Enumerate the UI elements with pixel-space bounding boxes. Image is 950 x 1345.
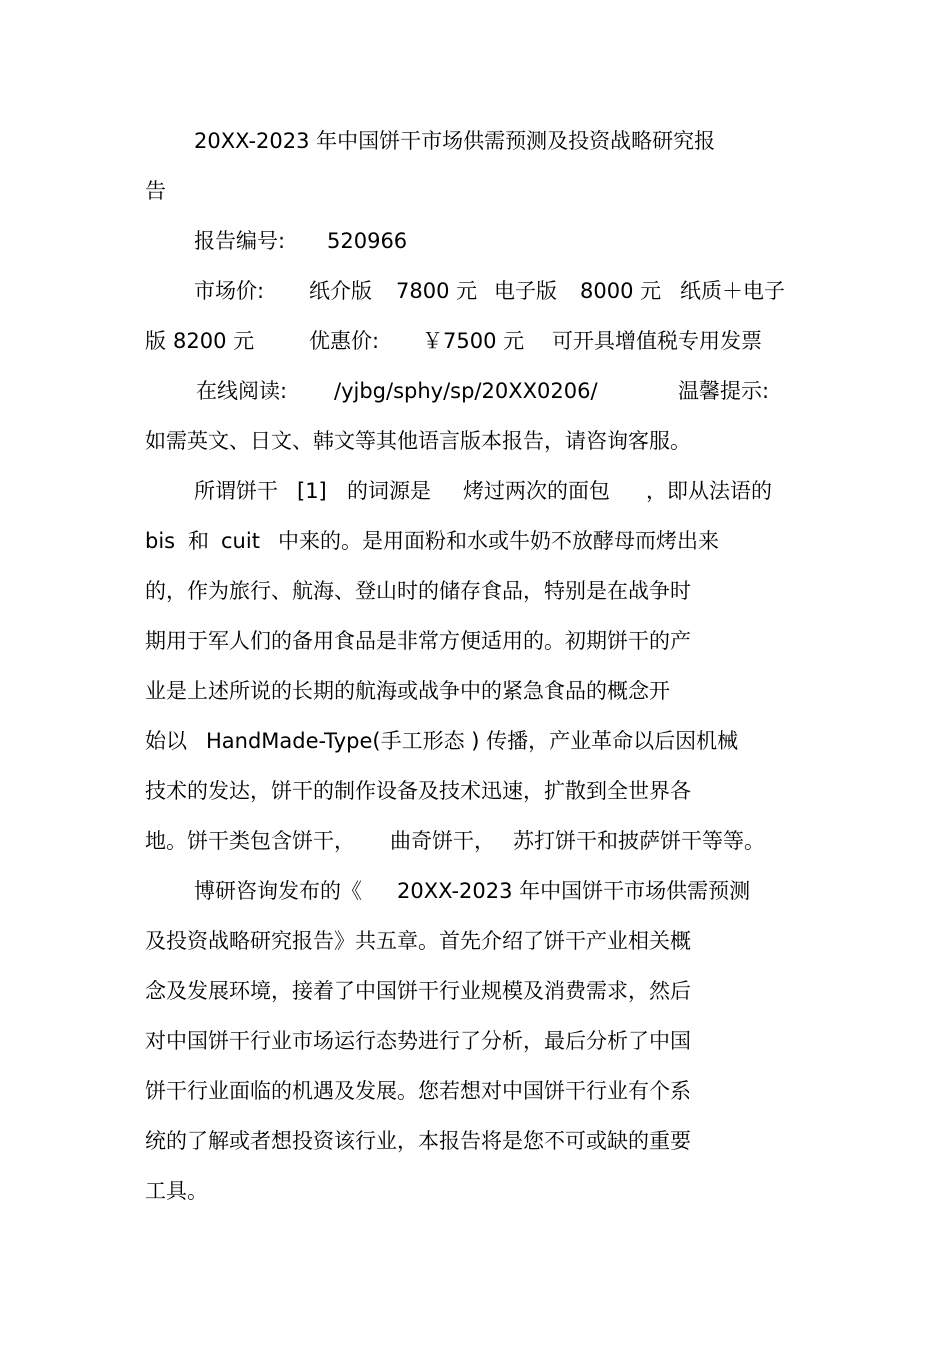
- digital-edition-price: 8000 元: [580, 279, 662, 303]
- text-segment: 的词源是: [347, 479, 431, 503]
- text-segment: 所谓饼干: [194, 479, 278, 503]
- tip-label: 温馨提示:: [678, 379, 770, 403]
- combo-edition-label: 纸质＋电子: [680, 279, 785, 303]
- text-segment: 对中国饼干行业市场运行态势进行了分析，最后分析了中国: [145, 1029, 691, 1053]
- paper-edition-label: 纸介版: [309, 279, 372, 303]
- text-segment: 和: [188, 529, 209, 553]
- digital-edition-label: 电子版: [494, 279, 557, 303]
- text-segment: 博研咨询发布的《: [194, 879, 362, 903]
- text-segment: HandMade-Type(手工形态 ) 传播，产业革命以后因机械: [206, 729, 739, 753]
- report-title-continued: 告: [145, 179, 166, 203]
- invoice-note: 可开具增值税专用发票: [552, 329, 762, 353]
- text-segment: 烤过两次的面包: [463, 479, 610, 503]
- text-segment: 饼干行业面临的机遇及发展。您若想对中国饼干行业有个系: [145, 1079, 691, 1103]
- text-segment: 念及发展环境，接着了中国饼干行业规模及消费需求，然后: [145, 979, 691, 1003]
- text-segment: 20XX-2023 年中国饼干市场供需预测: [397, 879, 751, 903]
- combo-edition-label-end: 版: [145, 329, 166, 353]
- text-segment: 期用于军人们的备用食品是非常方便适用的。初期饼干的产: [145, 629, 691, 653]
- text-segment: 苏打饼干和披萨饼干等等。: [513, 829, 765, 853]
- text-segment: 业是上述所说的长期的航海或战争中的紧急食品的概念开: [145, 679, 670, 703]
- text-segment: bis: [145, 529, 176, 553]
- text-segment: 中来的。是用面粉和水或牛奶不放酵母而烤出来: [278, 529, 719, 553]
- combo-edition-price: 8200 元: [173, 329, 255, 353]
- price-label: 市场价:: [194, 279, 265, 303]
- online-reading-path: /yjbg/sphy/sp/20XX0206/: [334, 379, 598, 403]
- tip-text: 如需英文、日文、韩文等其他语言版本报告，请咨询客服。: [145, 429, 691, 453]
- text-segment: ，即从法语的: [646, 479, 772, 503]
- report-number-value: 520966: [327, 229, 408, 253]
- online-reading-label: 在线阅读:: [196, 379, 288, 403]
- citation-marker: [1]: [297, 479, 327, 503]
- text-segment: 地。饼干类包含饼干，: [145, 829, 355, 853]
- discount-price-label: 优惠价:: [309, 329, 380, 353]
- paper-edition-price: 7800 元: [396, 279, 478, 303]
- report-title: 20XX-2023 年中国饼干市场供需预测及投资战略研究报: [194, 129, 716, 153]
- text-segment: 曲奇饼干，: [390, 829, 495, 853]
- text-segment: 工具。: [145, 1179, 208, 1203]
- text-segment: 的，作为旅行、航海、登山时的储存食品，特别是在战争时: [145, 579, 691, 603]
- text-segment: 始以: [145, 729, 187, 753]
- text-segment: 统的了解或者想投资该行业，本报告将是您不可或缺的重要: [145, 1129, 691, 1153]
- text-segment: cuit: [221, 529, 260, 553]
- report-number-label: 报告编号:: [194, 229, 286, 253]
- text-segment: 技术的发达，饼干的制作设备及技术迅速，扩散到全世界各: [145, 779, 691, 803]
- discount-price-value: ￥7500 元: [422, 329, 525, 353]
- text-segment: 及投资战略研究报告》共五章。首先介绍了饼干产业相关概: [145, 929, 691, 953]
